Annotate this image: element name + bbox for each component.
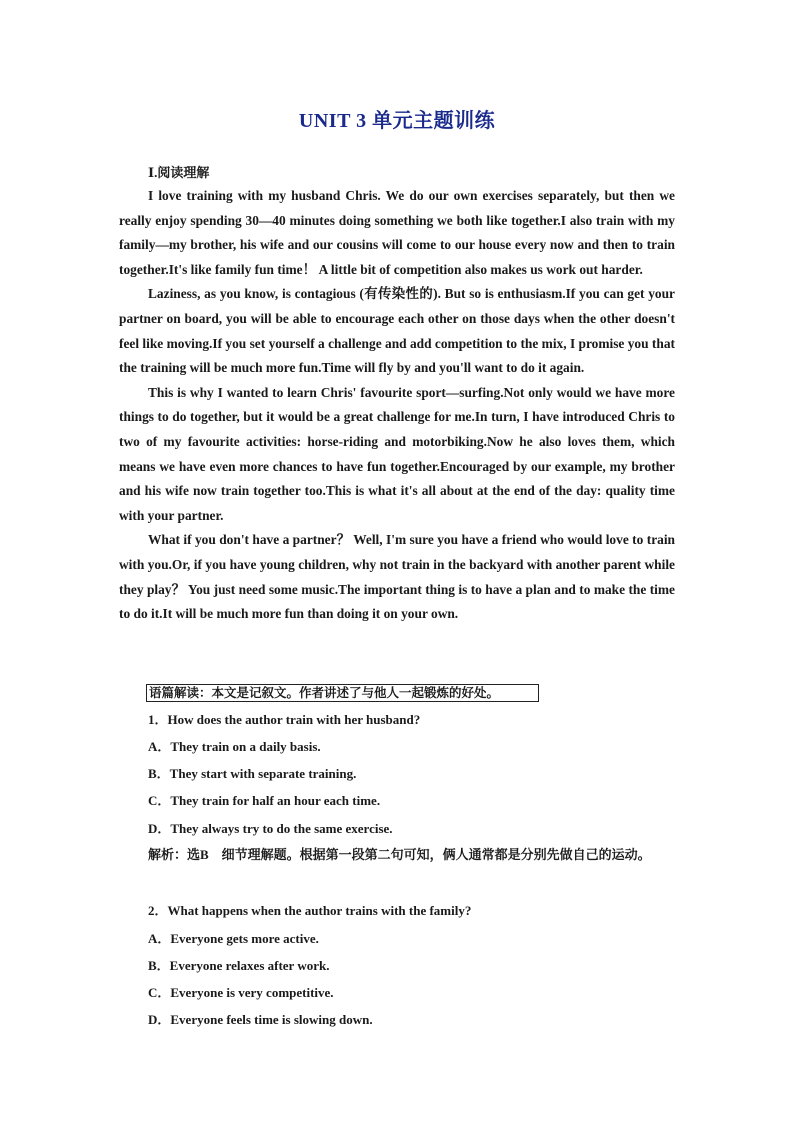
question-1-option-d: D．They always try to do the same exercise. [148, 821, 393, 836]
question-2-option-b: B．Everyone relaxes after work. [148, 958, 330, 973]
question-2-option-a: A．Everyone gets more active. [148, 931, 319, 946]
question-1-option-c: C．They train for half an hour each time. [148, 793, 381, 808]
question-1-stem: 1．How does the author train with her husband? [148, 712, 421, 727]
question-1-explanation [119, 842, 675, 868]
section-heading: Ⅰ.阅读理解 [148, 165, 210, 180]
explanation-text: 选B 细节理解题。根据第一段第二句可知，俩人通常都是分别先做自己的运动。 [187, 847, 651, 862]
question-2-stem: 2．What happens when the author trains with the family? [148, 903, 472, 918]
explanation-label: 解析： [148, 847, 188, 862]
question-2-option-d: D．Everyone feels time is slowing down. [148, 1012, 373, 1027]
passage-paragraph-1: I love training with my husband Chris. We do our own exercises separately, but then we really enjoy spending 30—40 minutes doing something we both like together.I also train with my family—my brother, his wife and our cousins will come to our house every now and then to train together.It's like family fun time！ A little bit of competition also makes us work out harder. [119, 188, 675, 277]
passage-paragraph-3: This is why I wanted to learn Chris' favourite sport—surfing.Not only would we have more things to do together, but it would be a great challenge for me.In turn, I have introduced Chris to two of my favourite activities: horse-riding and motorbiking.Now he also loves them, which means we have even more chances to have fun together.Encouraged by our example, my brother and his wife now train together too.This is what it's all about at the end of the day: quality time with your partner. [119, 384, 675, 523]
question-1-option-b: B．They start with separate training. [148, 766, 357, 781]
page-title: UNIT 3 单元主题训练 [298, 110, 496, 132]
question-1-option-a: A．They train on a daily basis. [148, 739, 321, 754]
passage-summary-box: 语篇解读：本文是记叙文。作者讲述了与他人一起锻炼的好处。 [146, 684, 539, 702]
passage-paragraph-2: Laziness, as you know, is contagious (有传染性的). But so is enthusiasm.If you can get your partner on board, you will be able to encourage each other on those days when the other doesn't feel like moving.If you set yourself a challenge and add competition to the mix, I promise you that the training will be much more fun.Time will fly by and you'll want to do it again. [119, 286, 675, 376]
question-2-option-c: C．Everyone is very competitive. [148, 985, 334, 1000]
reading-passage [119, 184, 675, 627]
passage-paragraph-4: What if you don't have a partner？ Well, I'm sure you have a friend who would love to train with you.Or, if you have young children, why not train in the backyard with another parent while they play？ You just need some music.The important thing is to have a plan and to make the time to do it.It will be much more fun than doing it on your own. [119, 532, 675, 622]
